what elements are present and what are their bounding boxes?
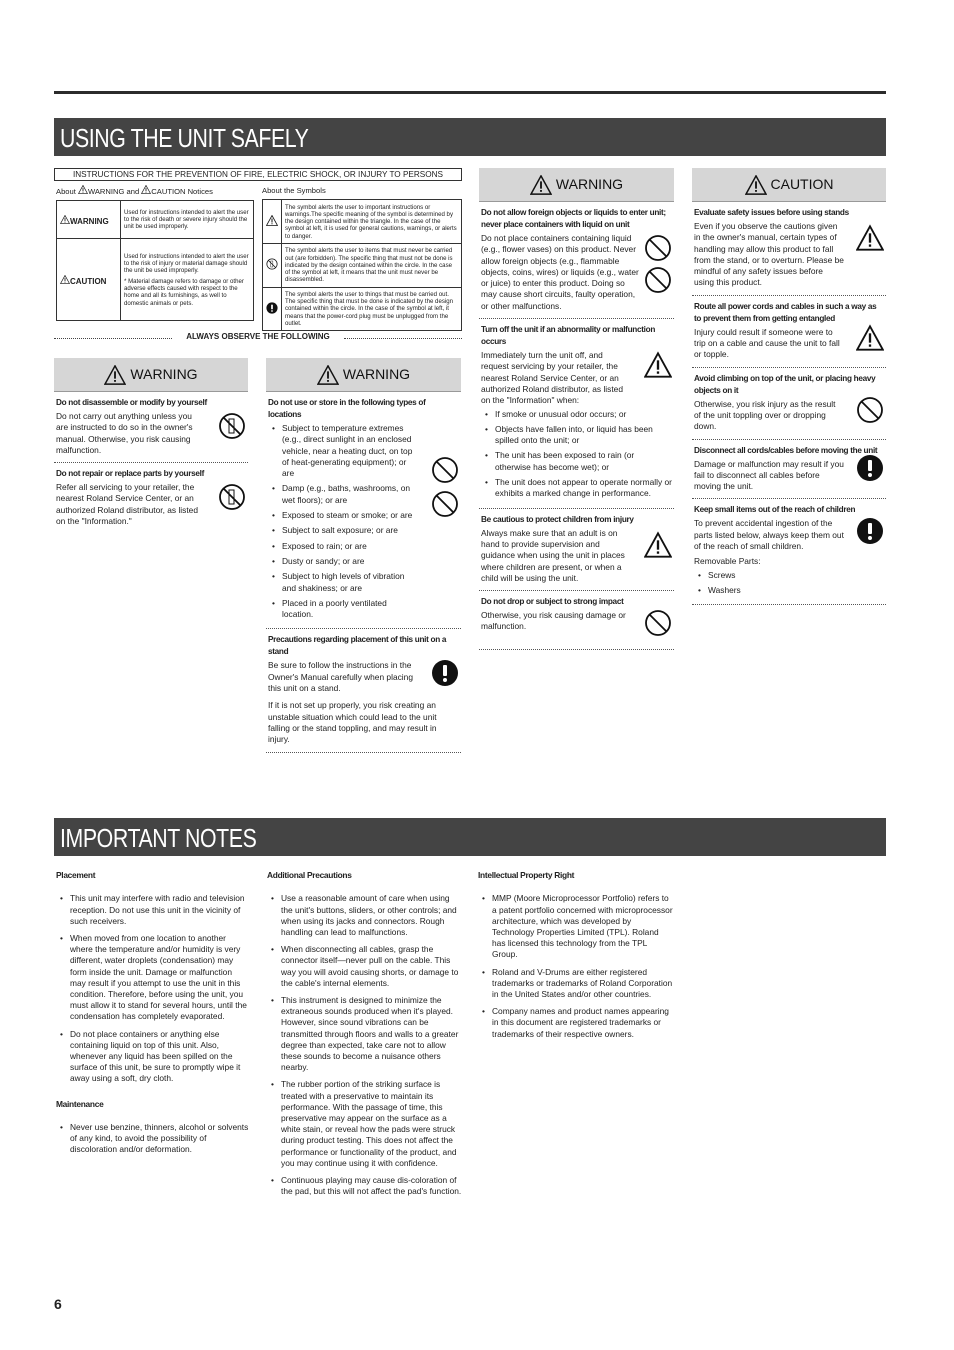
section-title-safety: USING THE UNIT SAFELY	[54, 118, 886, 156]
warning-header: WARNING	[479, 168, 674, 202]
warning-icon	[78, 185, 88, 194]
about-notices: About WARNING and CAUTION Notices WARNING Used for instructions intended to alert the user to the risk of death or severe injury should the unit be used improperly. CAUTION Used for instructions intended to alert the user to the risk of injury or material damage should the unit be used improperly. * Material damage refers to damage or other adverse effects caused with respect to the home and all its furnishings, as well to domestic animals or pets.	[56, 185, 256, 321]
caution-column	[692, 168, 886, 605]
caution-icon	[856, 324, 884, 352]
warning-icon	[104, 365, 126, 385]
forbidden-icon	[644, 609, 672, 637]
warning-column-2	[266, 358, 461, 753]
warning-item: Do not disassemble or modify by yourself Do not carry out anything unless you are instructed to do so in the owner's manual. Otherwise, you risk causing malfunction.	[54, 392, 248, 463]
section-title-notes: IMPORTANT NOTES	[54, 818, 886, 856]
warning-icon	[644, 531, 672, 559]
warning-item: Be cautious to protect children from injury Always make sure that an adult is on hand to provide supervision and guidance when using the unit in places where children are present, or when a child will be using the unit.	[479, 509, 674, 591]
warning-item: Do not drop or subject to strong impact Otherwise, you risk causing damage or malfunction.	[479, 591, 674, 650]
mandatory-icon	[856, 454, 884, 482]
forbidden-icon	[266, 258, 278, 270]
no-sunlight-icon	[431, 456, 459, 484]
notes-column-1: Placement • This unit may interfere with radio and television reception. Do not use this unit in the vicinity of such receivers. • When moved from one location to another where the temperature and/or humidity is very different, water droplets (condensation) may form inside the unit. Damage or malfunction may result if you attempt to use the unit in this condition. Therefore, before using the unit, you must allow it to stand for several hours, until the condensation has completely evaporated. • Do not place containers or anything else containing liquid on top of this unit. Also, whenever any liquid has been spilled on the surface of this unit, be sure to promptly wipe it away using a soft, dry cloth. Maintenance • Never use benzine, thinners, alcohol or solvents of any kind, to avoid the possibility of discoloration and/or deformation.	[56, 870, 250, 1161]
mandatory-icon	[431, 659, 459, 687]
warning-icon	[644, 351, 672, 379]
page-number: 6	[54, 1296, 62, 1312]
mandatory-icon	[856, 517, 884, 545]
notes-column-2: Additional Precautions • Use a reasonable amount of care when using the unit's buttons, sliders, or other controls; and when using its jacks and connectors. Rough handling can lead to malfunctions. • When disconnecting all cables, grasp the connector itself—never pull on the cable. This way you will avoid causing shorts, or damage to the cable's internal elements. • This instrument is designed to minimize the extraneous sounds produced when it's played. However, since sound vibrations can be transmitted through floors and walls to a greater degree than expected, take care not to allow these sounds to become a nuisance others nearby. • The rubber portion of the striking surface is treated with a preservative to maintain its performance. With the passage of time, this preservative may appear on the surface as a white stain, or reveal how the pads were struck during product testing. This does not affect the performance or functionality of the product, and you may continue using it with confidence. • Continuous playing may cause dis-coloration of the pad, but this will not affect the pad's function.	[267, 870, 462, 1203]
no-disassemble-icon	[218, 412, 246, 440]
triangle-icon	[266, 215, 278, 226]
no-damp-icon	[431, 490, 459, 518]
caution-header: CAUTION	[692, 168, 886, 202]
forbidden-icon	[856, 396, 884, 424]
warning-item: Do not allow foreign objects or liquids to enter unit; never place containers with liquid on unit Do not place containers containing liquid (e.g., flower vases) on this product. Never allow foreign objects (e.g., flammable objects, coins, wires) or liquids (e.g., water or juice) to enter this product. Doing so may cause short circuits, faulty operation, or other malfunctions.	[479, 202, 674, 319]
notes-column-3: Intellectual Property Right • MMP (Moore Microprocessor Portfolio) refers to a patent portfolio concerned with microprocessor architecture, which was developed by Technology Properties Limited (TPL). Roland has licensed this technology from the TPL Group. • Roland and V-Drums are either registered trademarks or trademarks of Roland Corporation in the United States and/or other countries. • Company names and product names appearing in this document are registered trademarks or trademarks of their respective owners.	[478, 870, 673, 1046]
warning-column-1	[54, 358, 248, 533]
caution-item: Evaluate safety issues before using stands Even if you observe the cautions given in the owner's manual, certain types of handling may allow this product to fall from the stand, or to overturn. Please be mindful of any safety issues before using this product.	[692, 202, 886, 296]
top-rule	[54, 91, 886, 94]
warning-header: WARNING	[266, 358, 461, 392]
no-repair-icon	[218, 483, 246, 511]
caution-icon	[745, 175, 767, 195]
caution-icon	[856, 224, 884, 252]
warning-item: Do not repair or replace parts by yourself Refer all servicing to your retailer, the nearest Roland Service Center, or an authorized Roland distributor, as listed on the "Information."	[54, 463, 248, 533]
warning-item: Turn off the unit if an abnormality or malfunction occurs Immediately turn the unit off, and request servicing by your retailer, the nearest Roland Service Center, or an authorized Roland distributor, as listed on the "Information" when: • If smoke or unusual odor occurs; or • Objects have fallen into, or liquid has been spilled onto the unit; or • The unit has been exposed to rain (or otherwise has become wet); or • The unit does not appear to operate normally or exhibits a marked change in performance.	[479, 319, 674, 509]
caution-item: Disconnect all cords/cables before moving the unit Damage or malfunction may result if you fail to disconnect all cables before moving the unit.	[692, 440, 886, 500]
warning-icon	[60, 215, 70, 224]
no-objects-icon	[644, 234, 672, 262]
warning-icon	[317, 365, 339, 385]
about-symbols: About the Symbols The symbol alerts the user to important instructions or warnings.The specific meaning of the symbol is determined by the design contained within the triangle. In the case of the symbol at left, it is used for general cautions, warnings, or alerts to danger. The symbol alerts the user to items that must never be carried out (are forbidden). The specific thing that must not be done is indicated by the design contained within the circle. In the case of the symbol at left, it means that the unit must never be disassembled. The symbol alerts the user to things that must be carried out. The specific thing that must be done is indicated by the design contained within the circle. In the case of the symbol at left, it means that the power-cord plug must be unplugged from the outlet.	[262, 185, 462, 331]
warning-icon	[530, 175, 552, 195]
warning-column-3	[479, 168, 674, 650]
caution-item: Avoid climbing on top of the unit, or placing heavy objects on it Otherwise, you risk injury as the result of the unit toppling over or dropping down.	[692, 368, 886, 440]
instructions-header: INSTRUCTIONS FOR THE PREVENTION OF FIRE, ELECTRIC SHOCK, OR INJURY TO PERSONS	[54, 168, 462, 181]
caution-icon	[60, 275, 70, 284]
caution-icon	[141, 185, 151, 194]
warning-header: WARNING	[54, 358, 248, 392]
always-observe: ALWAYS OBSERVE THE FOLLOWING	[54, 332, 462, 341]
caution-item: Keep small items out of the reach of children To prevent accidental ingestion of the parts listed below, always keep them out of the reach of small children. Removable Parts: • Screws • Washers	[692, 499, 886, 605]
no-liquid-icon	[644, 266, 672, 294]
mandatory-icon	[266, 302, 278, 314]
caution-item: Route all power cords and cables in such a way as to prevent them from getting entangled Injury could result if someone were to trip on a cable and cause the unit to fall or topple.	[692, 296, 886, 368]
warning-item: Precautions regarding placement of this unit on a stand Be sure to follow the instructions in the Owner's Manual carefully when placing this unit on a stand. If it is not set up properly, you risk creating an unstable situation which could lead to the unit falling or the stand toppling, and may result in injury.	[266, 629, 461, 752]
warning-item: Do not use or store in the following types of locations • Subject to temperature extremes (e.g., direct sunlight in an enclosed vehicle, near a heating duct, on top of heat-generating equipment); or are • Damp (e.g., baths, washrooms, on wet floors); or are • Exposed to steam or smoke; or are • Subject to salt exposure; or are • Exposed to rain; or are • Dusty or sandy; or are • Subject to high levels of vibration and shakiness; or are • Placed in a poorly ventilated location.	[266, 392, 461, 629]
